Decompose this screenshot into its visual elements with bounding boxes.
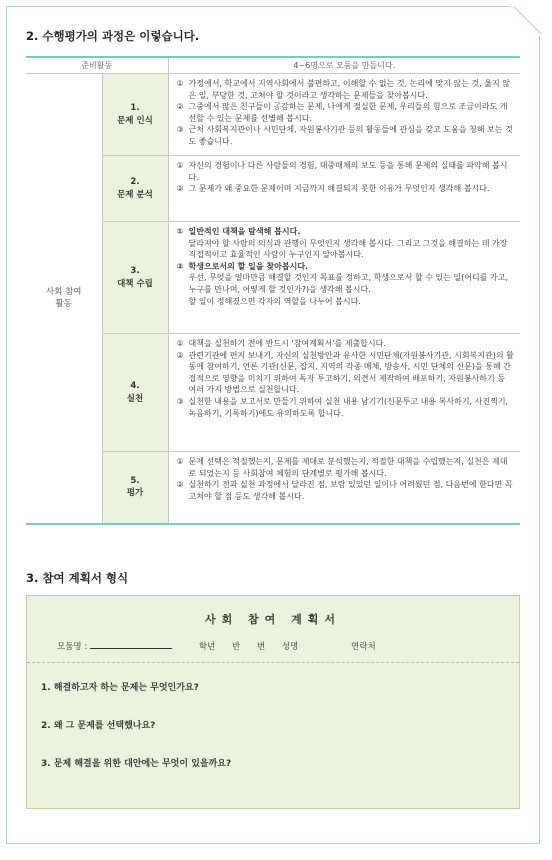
step-name: 문제 분석 bbox=[117, 189, 153, 200]
step-item bbox=[177, 183, 515, 195]
form-title: 사회 참여 계획서 bbox=[204, 613, 342, 626]
item-marker: ② bbox=[176, 261, 184, 271]
step-description bbox=[168, 74, 520, 156]
step-item bbox=[177, 78, 515, 101]
step-cell bbox=[102, 452, 168, 524]
item-text: 자신의 경험이나 다른 사람들의 경험, 대중매체의 보도 등을 통해 문제의 실태를 파악해 봅시다. bbox=[188, 161, 508, 182]
main-activity-label bbox=[26, 74, 102, 524]
class-label: 반 bbox=[232, 642, 241, 652]
step-name: 평가 bbox=[126, 488, 144, 499]
number-label: 번 bbox=[256, 642, 266, 652]
item-text: 그중에서 많은 친구들이 공감하는 문제, 나에게 절실한 문제, 우리들의 힘으로 조금이라도 개선할 수 있는 문제를 선별해 봅시다. bbox=[188, 102, 508, 123]
step-item bbox=[177, 226, 515, 238]
group-name-field[interactable] bbox=[90, 639, 172, 649]
section2-title: 2. 수행평가의 과정은 이렇습니다. bbox=[26, 29, 200, 43]
step-subitem: 할 일이 정해졌으면 각자의 역할을 나누어 봅시다. bbox=[188, 296, 361, 306]
step-number: 1. bbox=[130, 103, 140, 114]
step-cell bbox=[102, 222, 168, 334]
item-marker: ① bbox=[176, 227, 184, 236]
step-item bbox=[177, 338, 515, 350]
group-name-label: 모둠명 : bbox=[57, 642, 88, 652]
form-header-fields bbox=[57, 639, 376, 652]
item-marker: ② bbox=[176, 102, 184, 112]
step-item bbox=[177, 160, 515, 183]
form-divider bbox=[27, 662, 519, 663]
item-text: 근처 사회복지관이나 시민단체, 자원봉사기관 등의 활동들에 관심을 갖고 도움을 청해 보는 것도 좋습니다. bbox=[188, 125, 513, 146]
item-text: 관련기관에 편지 보내기, 자신의 실천방안과 유사한 시민단체(자원봉사기관, 시회복지관)의 활동에 참여하기, 언론 기관(신문, 잡지, 지역의 각종 매체, 방송사, 시민 단체의 신문)을 통해 간접적으로 영향을 미치기 위하여 독자 투고하기, 의견서 제작하여 배포하기, 자원봉사하기 등 여러 가지 방법으로 실천합니다. bbox=[188, 350, 514, 395]
grade-label: 학년 bbox=[198, 642, 216, 652]
step-cell bbox=[102, 334, 168, 452]
form-question: 2. 왜 그 문제를 선택했나요? bbox=[41, 721, 156, 731]
main-activity-text: 사회 참여 활동 bbox=[45, 286, 82, 310]
step-item bbox=[177, 101, 515, 124]
step-description bbox=[168, 156, 520, 222]
step-subitem: 달라져야 할 사람의 의식과 관행이 무엇인지 생각해 봅시다. 그리고 그것을 해결하는 데 가장 직접적이고 효율적인 사람이 누구인지 알아봅시다. bbox=[188, 238, 508, 260]
prep-label: 준비활동 bbox=[26, 57, 168, 74]
section3-title: 3. 참여 계획서 형식 bbox=[26, 571, 129, 585]
form-question: 3. 문제 해결을 위한 대안에는 무엇이 있을까요? bbox=[41, 759, 232, 769]
item-marker: ① bbox=[176, 457, 184, 466]
item-text: 실천하기 전과 실천 과정에서 달라진 점, 보람 있었던 일이나 어려웠던 점, 다음번에 한다면 꼭 고쳐야 할 점 등도 생각해 봅시다. bbox=[188, 480, 513, 501]
step-description bbox=[168, 334, 520, 452]
participation-plan-form bbox=[26, 595, 520, 809]
item-text: 실천한 내용을 보고서로 만들기 위하여 실천 내용 남기기(신문투고 내용 복사하기, 사진찍기, 녹음하기, 기록하기)에도 유의하도록 합니다. bbox=[188, 396, 509, 418]
step-description bbox=[168, 452, 520, 524]
step-item bbox=[177, 479, 515, 502]
step-subitem: 우선, 무엇을 얼마만큼 해결할 것인지 목표를 정하고, 학생으로서 할 수 있는 일(어디를 가고, 누구를 만나며, 어떻게 할 것인가?)을 생각해 봅시다. bbox=[188, 273, 508, 294]
item-text: 일반적인 대책을 탐색해 봅시다. bbox=[188, 227, 301, 236]
step-description bbox=[168, 222, 520, 334]
step-name: 실천 bbox=[126, 393, 144, 404]
item-marker: ② bbox=[176, 480, 184, 490]
prep-desc: 4~6명으로 모둠을 만듭니다. bbox=[168, 57, 520, 74]
step-number: 2. bbox=[130, 177, 140, 188]
item-marker: ③ bbox=[176, 125, 184, 135]
name-label: 성명 bbox=[281, 642, 299, 652]
item-marker: ③ bbox=[176, 396, 184, 406]
step-cell bbox=[102, 156, 168, 222]
step-item bbox=[177, 350, 515, 396]
step-cell bbox=[102, 74, 168, 156]
step-number: 4. bbox=[130, 381, 140, 392]
step-name: 문제 인식 bbox=[117, 115, 153, 126]
step-row bbox=[26, 74, 520, 156]
folded-corner bbox=[510, 6, 540, 36]
item-marker: ① bbox=[176, 161, 184, 170]
item-marker: ② bbox=[176, 350, 184, 360]
step-name: 대책 수립 bbox=[117, 278, 153, 289]
step-number: 3. bbox=[130, 266, 140, 277]
item-text: 문제 선택은 적절했는지, 문제를 제대로 분석했는지, 적절한 대책을 수립했는지, 실천은 제대로 되었는지 등 사회참여 체험의 단계별로 평가해 봅시다. bbox=[188, 457, 508, 478]
item-marker: ② bbox=[176, 184, 184, 194]
step-item bbox=[177, 261, 515, 273]
form-question: 1. 해결하고자 하는 문제는 무엇인가요? bbox=[41, 683, 199, 693]
item-text: 그 문제가 왜 중요한 문제이며 지금까지 해결되지 못한 이유가 무엇인지 생각해 봅시다. bbox=[188, 184, 490, 194]
item-text: 대책을 실천하기 전에 반드시 '참여계획서'를 제출합시다. bbox=[188, 339, 386, 348]
contact-label: 연락처 bbox=[351, 642, 376, 652]
step-item bbox=[177, 456, 515, 479]
item-text: 가정에서, 학교에서 지역사회에서 불편하고, 이해할 수 없는 것, 논리에 맞지 않는 것, 옳지 않은 일, 부당한 것, 고쳐야 할 것이라고 생각하는 문제들을 찾아봅시다. bbox=[188, 79, 510, 100]
process-table bbox=[26, 56, 520, 525]
item-text: 학생으로서의 할 일을 찾아봅시다. bbox=[188, 261, 309, 271]
prep-row bbox=[26, 57, 520, 74]
step-item bbox=[177, 396, 515, 419]
step-item bbox=[177, 124, 515, 147]
item-marker: ① bbox=[176, 339, 184, 348]
step-number: 5. bbox=[130, 475, 140, 486]
item-marker: ① bbox=[176, 79, 184, 88]
